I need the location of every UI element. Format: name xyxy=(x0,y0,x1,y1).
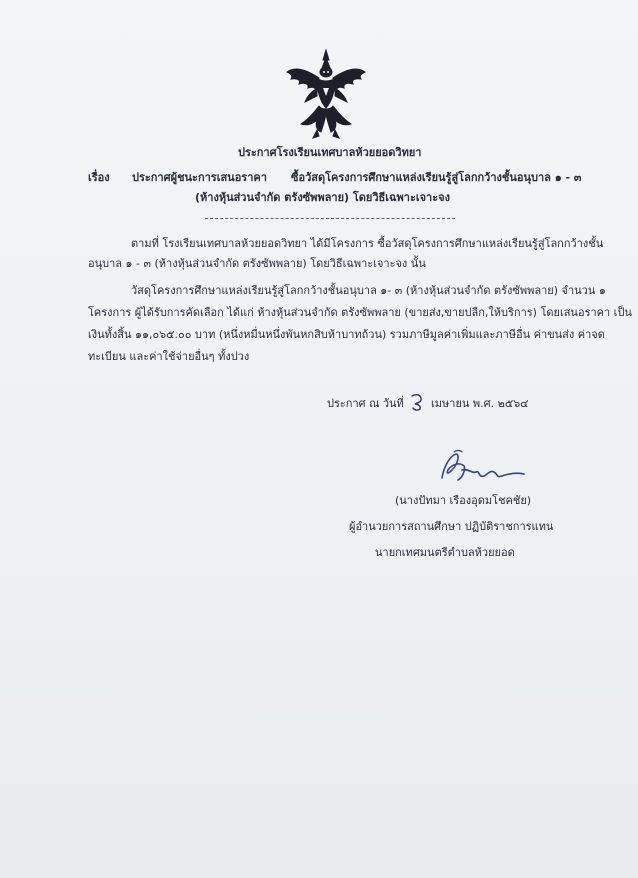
subject-text-a: ประกาศผู้ชนะการเสนอราคา xyxy=(132,171,267,184)
signer-name: (นางปัทมา เรืองอุดมโชคชัย) xyxy=(395,494,532,507)
page-title: ประกาศโรงเรียนเทศบาลห้วยยอดวิทยา xyxy=(238,146,422,159)
subject-label: เรื่อง xyxy=(88,171,110,184)
signer-position-1: ผู้อำนวยการสถานศึกษา ปฏิบัติราชการแทน xyxy=(349,520,554,533)
paragraph-2-line-2: โครงการ ผู้ได้รับการคัดเลือก ได้แก่ ห้างหุ้นส่วนจำกัด ตรังซัพพลาย (ขายส่ง,ขายปลีก,ให้บริการ) โดยเสนอราคา เป็น xyxy=(88,306,632,319)
paragraph-1-line-2: อนุบาล ๑ - ๓ (ห้างหุ้นส่วนจำกัด ตรังซัพพลาย) โดยวิธีเฉพาะเจาะจง นั้น xyxy=(88,257,426,270)
handwritten-day-icon xyxy=(409,392,425,412)
date-prefix: ประกาศ ณ วันที่ xyxy=(327,397,404,410)
subject-text-line2: (ห้างหุ้นส่วนจำกัด ตรังซัพพลาย) โดยวิธีเฉพาะเจาะจง xyxy=(195,191,450,204)
date-suffix: เมษายน พ.ศ. ๒๕๖๔ xyxy=(431,397,529,410)
divider-line xyxy=(205,218,455,219)
subject-text-b: ซื้อวัสดุโครงการศึกษาแหล่งเรียนรู้สู่โลกกว้างชั้นอนุบาล ๑ - ๓ xyxy=(291,171,582,184)
paragraph-2-line-1: วัสดุโครงการศึกษาแหล่งเรียนรู้สู่โลกกว้างชั้นอนุบาล ๑- ๓ (ห้างหุ้นส่วนจำกัด ตรังซัพพลาย) จำนวน ๑ xyxy=(131,284,606,297)
garuda-emblem-icon xyxy=(283,48,369,140)
signer-position-2: นายกเทศมนตรีตำบลห้วยยอด xyxy=(375,546,515,559)
paragraph-1-line-1: ตามที่ โรงเรียนเทศบาลห้วยยอดวิทยา ได้มีโครงการ ซื้อวัสดุโครงการศึกษาแหล่งเรียนรู้สู่โลกกว้างชั้น xyxy=(131,237,604,250)
signature-icon xyxy=(432,448,532,488)
paragraph-2-line-4: ทะเบียน และค่าใช้จ่ายอื่นๆ ทั้งปวง xyxy=(88,350,250,363)
paragraph-2-line-3: เงินทั้งสิ้น ๑๑,๐๖๕.๐๐ บาท (หนึ่งหมื่นหนึ่งพันหกสิบห้าบาทถ้วน) รวมภาษีมูลค่าเพิ่มและภาษีอื่น ค่าขนส่ง ค่าจด xyxy=(88,328,605,341)
